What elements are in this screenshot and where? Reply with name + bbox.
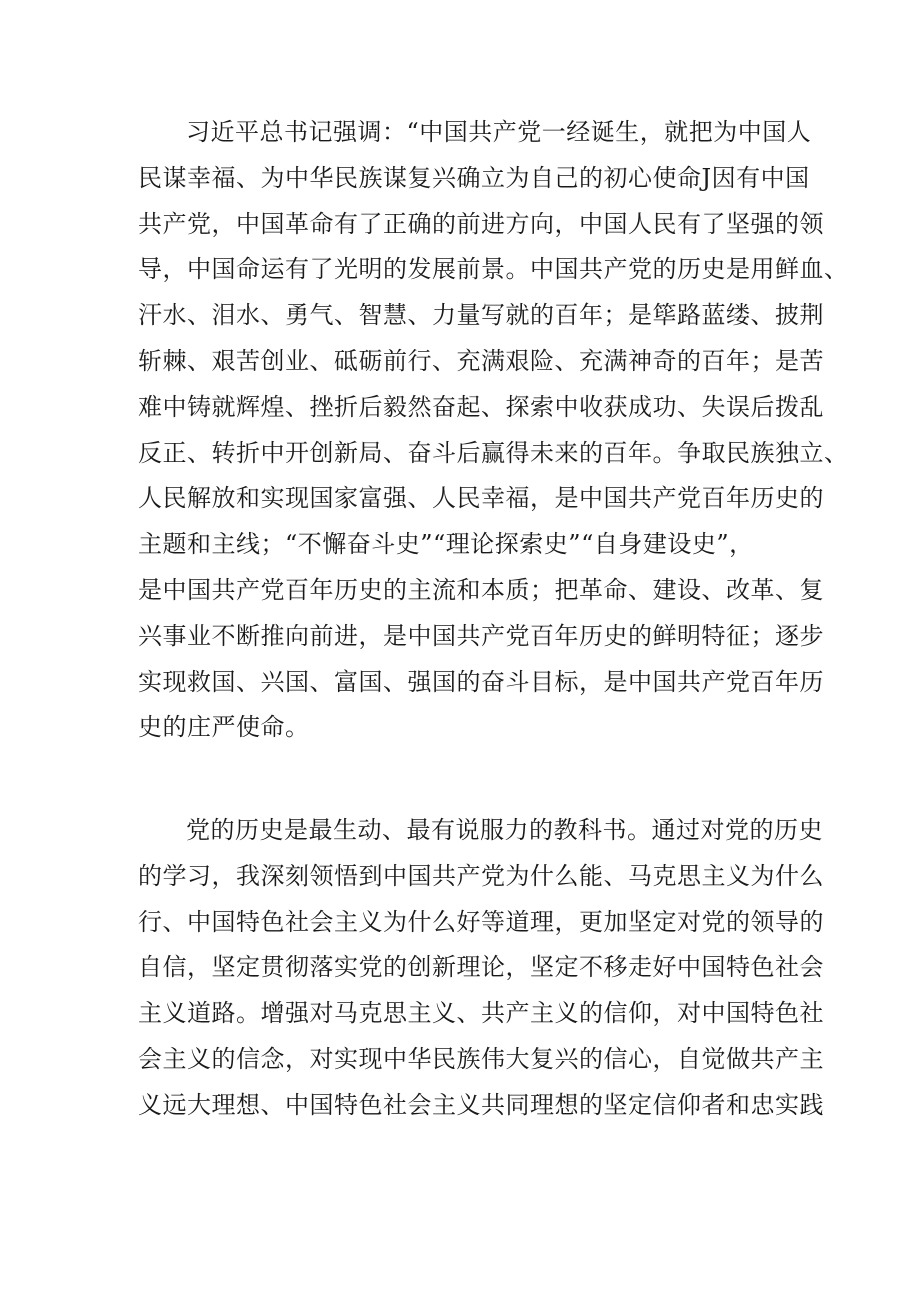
text-line: 的学习，我深刻领悟到中国共产党为什么能、马克思主义为什么 <box>138 861 824 890</box>
text-line: 主题和主线；“不懈奋斗史”“理论探索史”“自身建设史”， <box>138 530 754 559</box>
text-line: 行、中国特色社会主义为什么好等道理，更加坚定对党的领导的 <box>138 907 824 936</box>
text-line: 汗水、泪水、勇气、智慧、力量写就的百年；是筚路蓝缕、披荆 <box>138 301 824 330</box>
text-line: 自信，坚定贯彻落实党的创新理论，坚定不移走好中国特色社会 <box>138 953 824 982</box>
text-line: 难中铸就辉煌、挫折后毅然奋起、探索中收获成功、失误后拨乱 <box>138 392 824 421</box>
text-line: 斩棘、艰苦创业、砥砺前行、充满艰险、充满神奇的百年；是苦 <box>138 347 824 375</box>
text-line: 史的庄严使命。 <box>138 713 310 742</box>
text-line: 实现救国、兴国、富国、强国的奋斗目标，是中国共产党百年历 <box>138 667 824 696</box>
paragraph-2 <box>138 808 824 1138</box>
text-line: 会主义的信念，对实现中华民族伟大复兴的信心，自觉做共产主 <box>138 1045 824 1073</box>
text-line: 反正、转折中开创新局、奋斗后赢得未来的百年。争取民族独立、 <box>138 438 849 467</box>
text-line: 主义道路。增强对马克思主义、共产主义的信仰，对中国特色社 <box>138 999 824 1028</box>
text-line: 兴事业不断推向前进，是中国共产党百年历史的鲜明特征；逐步 <box>138 621 824 650</box>
text-line: 义远大理想、中国特色社会主义共同理想的坚定信仰者和忠实践 <box>138 1090 824 1119</box>
text-line: 民谋幸福、为中华民族谋复兴确立为自己的初心使命J因有中国 <box>138 163 810 192</box>
text-line: 导，中国命运有了光明的发展前景。中国共产党的历史是用鲜血、 <box>138 255 849 284</box>
text-line: 党的历史是最生动、最有说服力的教科书。通过对党的历史 <box>186 816 823 844</box>
paragraph-1 <box>138 110 849 750</box>
text-line: 习近平总书记强调：“中国共产党一经诞生，就把为中国人 <box>186 118 812 146</box>
text-line: 共产党，中国革命有了正确的前进方向，中国人民有了坚强的领 <box>138 209 824 238</box>
text-line: 人民解放和实现国家富强、人民幸福，是中国共产党百年历史的 <box>138 484 824 513</box>
text-line: 是中国共产党百年历史的主流和本质；把革命、建设、改革、复 <box>138 576 824 604</box>
